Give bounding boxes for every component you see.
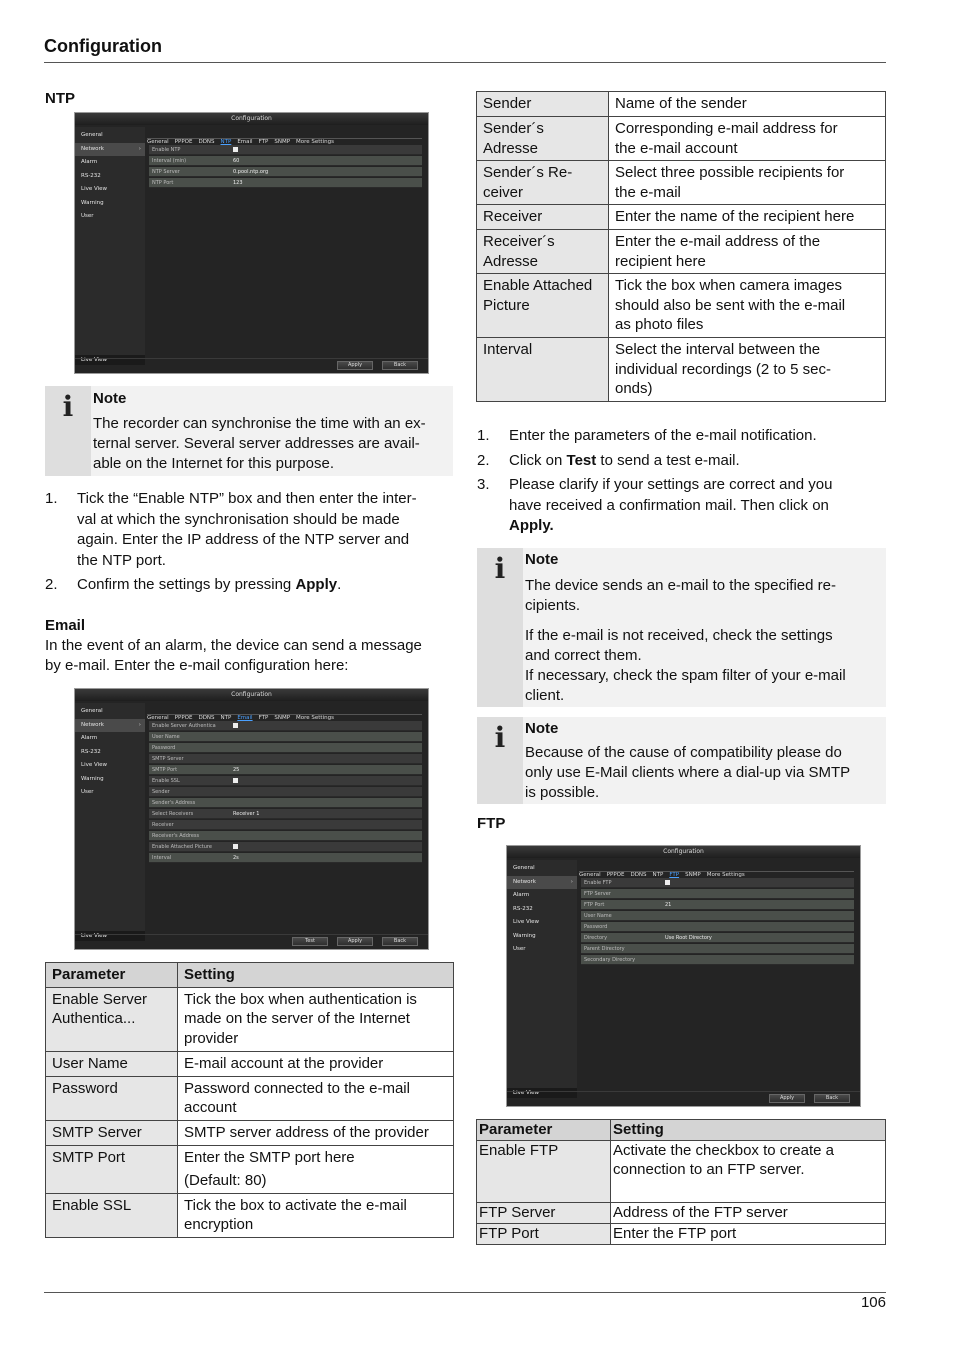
sidebar-item[interactable]: Alarm [513,892,530,898]
live-view-label: Live View [507,1088,577,1098]
ntp-config-screenshot [74,112,429,374]
field-value: 60 [233,158,240,164]
table-row [477,161,886,205]
tab[interactable]: General [147,715,169,721]
ftp-parameter-table [476,1119,886,1245]
field-label: Enable NTP [152,147,181,153]
setting-cell: Select the interval between the individual recordings (2 to 5 sec- onds) [609,338,886,402]
tab[interactable]: PPPOE [174,715,193,721]
table-row [477,338,886,402]
table-header: Setting [178,963,454,988]
table-header: Parameter [46,963,178,988]
tab-bar [147,129,422,145]
field-value: 2s [233,855,239,861]
settings-row [149,754,422,764]
settings-row [581,955,854,965]
page-number: 106 [860,1294,886,1311]
note-text: The device sends an e-mail to the specified re- cipients. If the e-mail is not received, check the settings and correct them. If necessary, check the spam filter of your e-mail client. [525,577,846,704]
field-label: NTP Server [152,169,180,175]
email-parameter-table [45,962,454,1238]
tab[interactable]: DDNS [198,715,215,721]
window-title: Configuration [75,689,428,701]
field-label: Select Receivers [152,811,194,817]
setting-cell: Password connected to the e-mail account [178,1076,454,1120]
settings-row [149,842,422,852]
parameter-cell: Sender´s Adresse [477,117,609,161]
email-sender-table [476,91,886,402]
table-row [477,117,886,161]
field-label: Parent Directory [584,946,625,952]
settings-row [581,900,854,910]
tab[interactable]: PPPOE [174,139,193,145]
field-label: Enable Attached Picture [152,844,212,850]
ntp-note [45,386,453,476]
sidebar-item[interactable]: Live View [81,186,108,192]
parameter-cell: Enable FTP [477,1140,611,1202]
settings-row [149,809,422,819]
tab[interactable]: FTP [669,872,680,878]
tab[interactable]: General [147,139,169,145]
tab-bar [579,862,854,878]
table-header: Parameter [477,1120,611,1141]
parameter-cell: Interval [477,338,609,402]
email-note-1 [477,548,886,707]
email-note-2 [477,717,886,804]
checkbox[interactable] [233,723,238,728]
sidebar-item[interactable]: General [513,865,535,871]
window-title: Configuration [507,846,860,858]
settings-row [581,922,854,932]
settings-row [149,765,422,775]
list-item: 3. Please clarify if your settings are correct and you have received a confirmation mail. Then click on Apply. [477,476,833,534]
table-row [46,1051,454,1076]
settings-row [581,944,854,954]
settings-row [149,820,422,830]
dialog-button[interactable]: Apply [337,937,373,946]
field-label: User Name [152,734,180,740]
tab[interactable]: More Settings [296,715,334,721]
table-row [477,92,886,117]
sidebar-item[interactable]: Live View [81,762,108,768]
email-config-screenshot [74,688,429,950]
dialog-button[interactable]: Back [382,937,418,946]
sidebar-item[interactable]: Network › [75,719,145,732]
tab[interactable]: FTP [258,715,269,721]
tab[interactable]: FTP [258,139,269,145]
dialog-button[interactable]: Test [292,937,328,946]
table-row [46,987,454,1051]
field-label: NTP Port [152,180,174,186]
field-label: Interval [152,855,172,861]
tab[interactable]: NTP [220,139,232,145]
field-value: 25 [233,767,240,773]
settings-row [149,167,422,177]
table-row [477,274,886,338]
settings-row [149,831,422,841]
field-label: Directory [584,935,608,941]
field-value: Receiver 1 [233,811,260,817]
dialog-button[interactable]: Apply [337,361,373,370]
parameter-cell: Enable Server Authentica... [46,987,178,1051]
list-item: 2. Confirm the settings by pressing Apply. [45,576,342,593]
setting-cell: Enter the SMTP port here (Default: 80) [178,1145,454,1193]
settings-row [149,776,422,786]
sidebar-item[interactable]: Warning [513,932,536,939]
field-label: Enable Server Authentica [152,723,216,729]
field-value: 21 [665,902,672,908]
field-label: SMTP Port [152,767,178,773]
footer-bar [507,1091,860,1106]
field-value: 123 [233,180,243,186]
setting-cell: Activate the checkbox to create a connection to an FTP server. [611,1140,886,1202]
setting-cell: Tick the box to activate the e-mail encryption [178,1193,454,1237]
tab[interactable]: NTP [220,715,232,721]
footer-bar [75,934,428,949]
tab[interactable]: Email [237,139,253,145]
sidebar-item[interactable]: Alarm [81,159,98,165]
note-text: Because of the cause of compatibility please do only use E-Mail clients where a dial-up via SMTP is possible. [525,744,851,801]
field-label: Enable FTP [584,880,612,886]
table-row [46,1076,454,1120]
settings-row [149,787,422,797]
checkbox[interactable] [665,880,670,885]
sidebar [75,127,145,365]
tab[interactable]: General [579,872,601,878]
footer-rule [44,1292,886,1293]
sidebar-item[interactable]: Warning [81,199,104,206]
settings-row [149,743,422,753]
settings-row [149,853,422,863]
setting-cell: Enter the e-mail address of the recipient here [609,230,886,274]
table-row [46,1120,454,1145]
sidebar-item[interactable]: General [81,132,103,138]
field-label: Password [152,745,176,751]
note-title: Note [525,720,559,737]
field-label: Enable SSL [152,778,180,784]
field-label: SMTP Server [152,756,184,762]
table-row [477,230,886,274]
live-view-label: Live View [75,931,145,941]
checkbox[interactable] [233,778,238,783]
tab[interactable]: SNMP [685,872,701,878]
settings-row [149,156,422,166]
sidebar-item[interactable]: User [81,789,94,795]
tab[interactable]: Email [237,715,253,721]
footer-bar [75,358,428,373]
settings-row [149,798,422,808]
ftp-config-screenshot [506,845,861,1107]
setting-cell: Enter the FTP port [611,1223,886,1244]
sidebar-item[interactable]: RS-232 [81,172,101,179]
email-heading: Email [45,617,86,634]
sidebar-item[interactable]: Warning [81,775,104,782]
list-item: 2. Click on Test to send a test e-mail. [477,451,740,469]
parameter-cell: SMTP Server [46,1120,178,1145]
settings-row [149,178,422,188]
setting-cell: Tick the box when authentication is made on the server of the Internet provider [178,987,454,1051]
parameter-cell: Receiver [477,205,609,230]
parameter-cell: Password [46,1076,178,1120]
sidebar [75,703,145,941]
sidebar-item[interactable]: User [513,946,526,952]
tab[interactable]: PPPOE [606,872,625,878]
tab[interactable]: NTP [652,872,664,878]
field-label: Password [584,924,608,930]
checkbox[interactable] [233,147,238,152]
parameter-cell: Receiver´s Adresse [477,230,609,274]
parameter-cell: FTP Port [477,1223,611,1244]
sidebar [507,860,577,1098]
settings-row [581,878,854,888]
tab[interactable]: More Settings [296,139,334,145]
sidebar-item[interactable]: User [81,213,94,219]
sidebar-item[interactable]: Live View [513,919,540,925]
dialog-button[interactable]: Back [814,1094,850,1103]
field-label: User Name [584,913,612,919]
header-rule [44,62,886,63]
table-header: Setting [611,1120,886,1141]
setting-cell: Corresponding e-mail address for the e-mail account [609,117,886,161]
tab[interactable]: SNMP [274,139,291,145]
settings-row [149,732,422,742]
email-steps [477,426,887,541]
field-label: FTP Port [584,902,605,908]
tab[interactable]: SNMP [274,715,291,721]
setting-cell: Name of the sender [609,92,886,117]
settings-row [581,911,854,921]
field-label: Receiver's Address [152,833,200,839]
parameter-cell: Sender [477,92,609,117]
tab[interactable]: DDNS [198,139,215,145]
field-label: FTP Server [584,891,611,897]
list-item: 1. Tick the “Enable NTP” box and then enter the inter- val at which the synchronisation should be made again. Enter the IP address of the NTP server and the NTP port. [45,490,417,569]
email-intro: In the event of an alarm, the device can send a message by e-mail. Enter the e-mail configuration here: [45,637,422,674]
table-row [46,1193,454,1237]
ftp-heading: FTP [477,815,506,832]
field-label: Secondary Directory [584,957,636,963]
live-view-label: Live View [75,355,145,365]
setting-cell: Enter the name of the recipient here [609,205,886,230]
field-value: 0.pool.ntp.org [233,169,269,175]
setting-cell: E-mail account at the provider [178,1051,454,1076]
ntp-heading: NTP [45,90,75,107]
ntp-steps [45,489,455,600]
parameter-cell: SMTP Port [46,1145,178,1193]
field-label: Interval (min) [152,158,187,164]
settings-row [149,721,422,731]
field-label: Sender [152,789,170,795]
sidebar-item[interactable]: RS-232 [513,905,533,912]
tab[interactable]: DDNS [630,872,647,878]
dialog-button[interactable]: Back [382,361,418,370]
list-item: 1. Enter the parameters of the e-mail notification. [477,427,817,444]
checkbox[interactable] [233,844,238,849]
settings-row [581,889,854,899]
setting-cell: Tick the box when camera images should also be sent with the e-mail as photo files [609,274,886,338]
window-title: Configuration [75,113,428,125]
settings-row [149,145,422,155]
field-label: Sender's Address [152,800,196,806]
sidebar-item[interactable]: General [81,708,103,714]
setting-cell: Address of the FTP server [611,1202,886,1223]
parameter-cell: Enable SSL [46,1193,178,1237]
note-title: Note [525,551,559,568]
parameter-cell: Sender´s Re- ceiver [477,161,609,205]
info-icon: i [494,552,506,585]
note-text: The recorder can synchronise the time with an ex- ternal server. Several server addresses are avail- able on the Internet for this purpose. [93,415,426,472]
table-row [477,1202,886,1223]
setting-cell: SMTP server address of the provider [178,1120,454,1145]
parameter-cell: Enable Attached Picture [477,274,609,338]
parameter-cell: FTP Server [477,1202,611,1223]
table-row [477,1223,886,1244]
setting-cell: Select three possible recipients for the e-mail [609,161,886,205]
sidebar-item[interactable]: Network › [75,143,145,156]
table-row [477,1140,886,1202]
sidebar-item[interactable]: Network › [507,876,577,889]
note-title: Note [93,390,127,407]
info-icon: i [494,721,506,754]
table-row [477,205,886,230]
table-row [46,1145,454,1193]
tab-bar [147,705,422,721]
dialog-button[interactable]: Apply [769,1094,805,1103]
tab[interactable]: More Settings [706,872,745,878]
field-value: Use Root Directory [665,935,712,941]
info-icon: i [62,390,74,423]
sidebar-item[interactable]: Alarm [81,735,98,741]
field-label: Receiver [152,822,174,828]
parameter-cell: User Name [46,1051,178,1076]
settings-row [581,933,854,943]
sidebar-item[interactable]: RS-232 [81,748,101,755]
page-header-title: Configuration [44,36,162,56]
